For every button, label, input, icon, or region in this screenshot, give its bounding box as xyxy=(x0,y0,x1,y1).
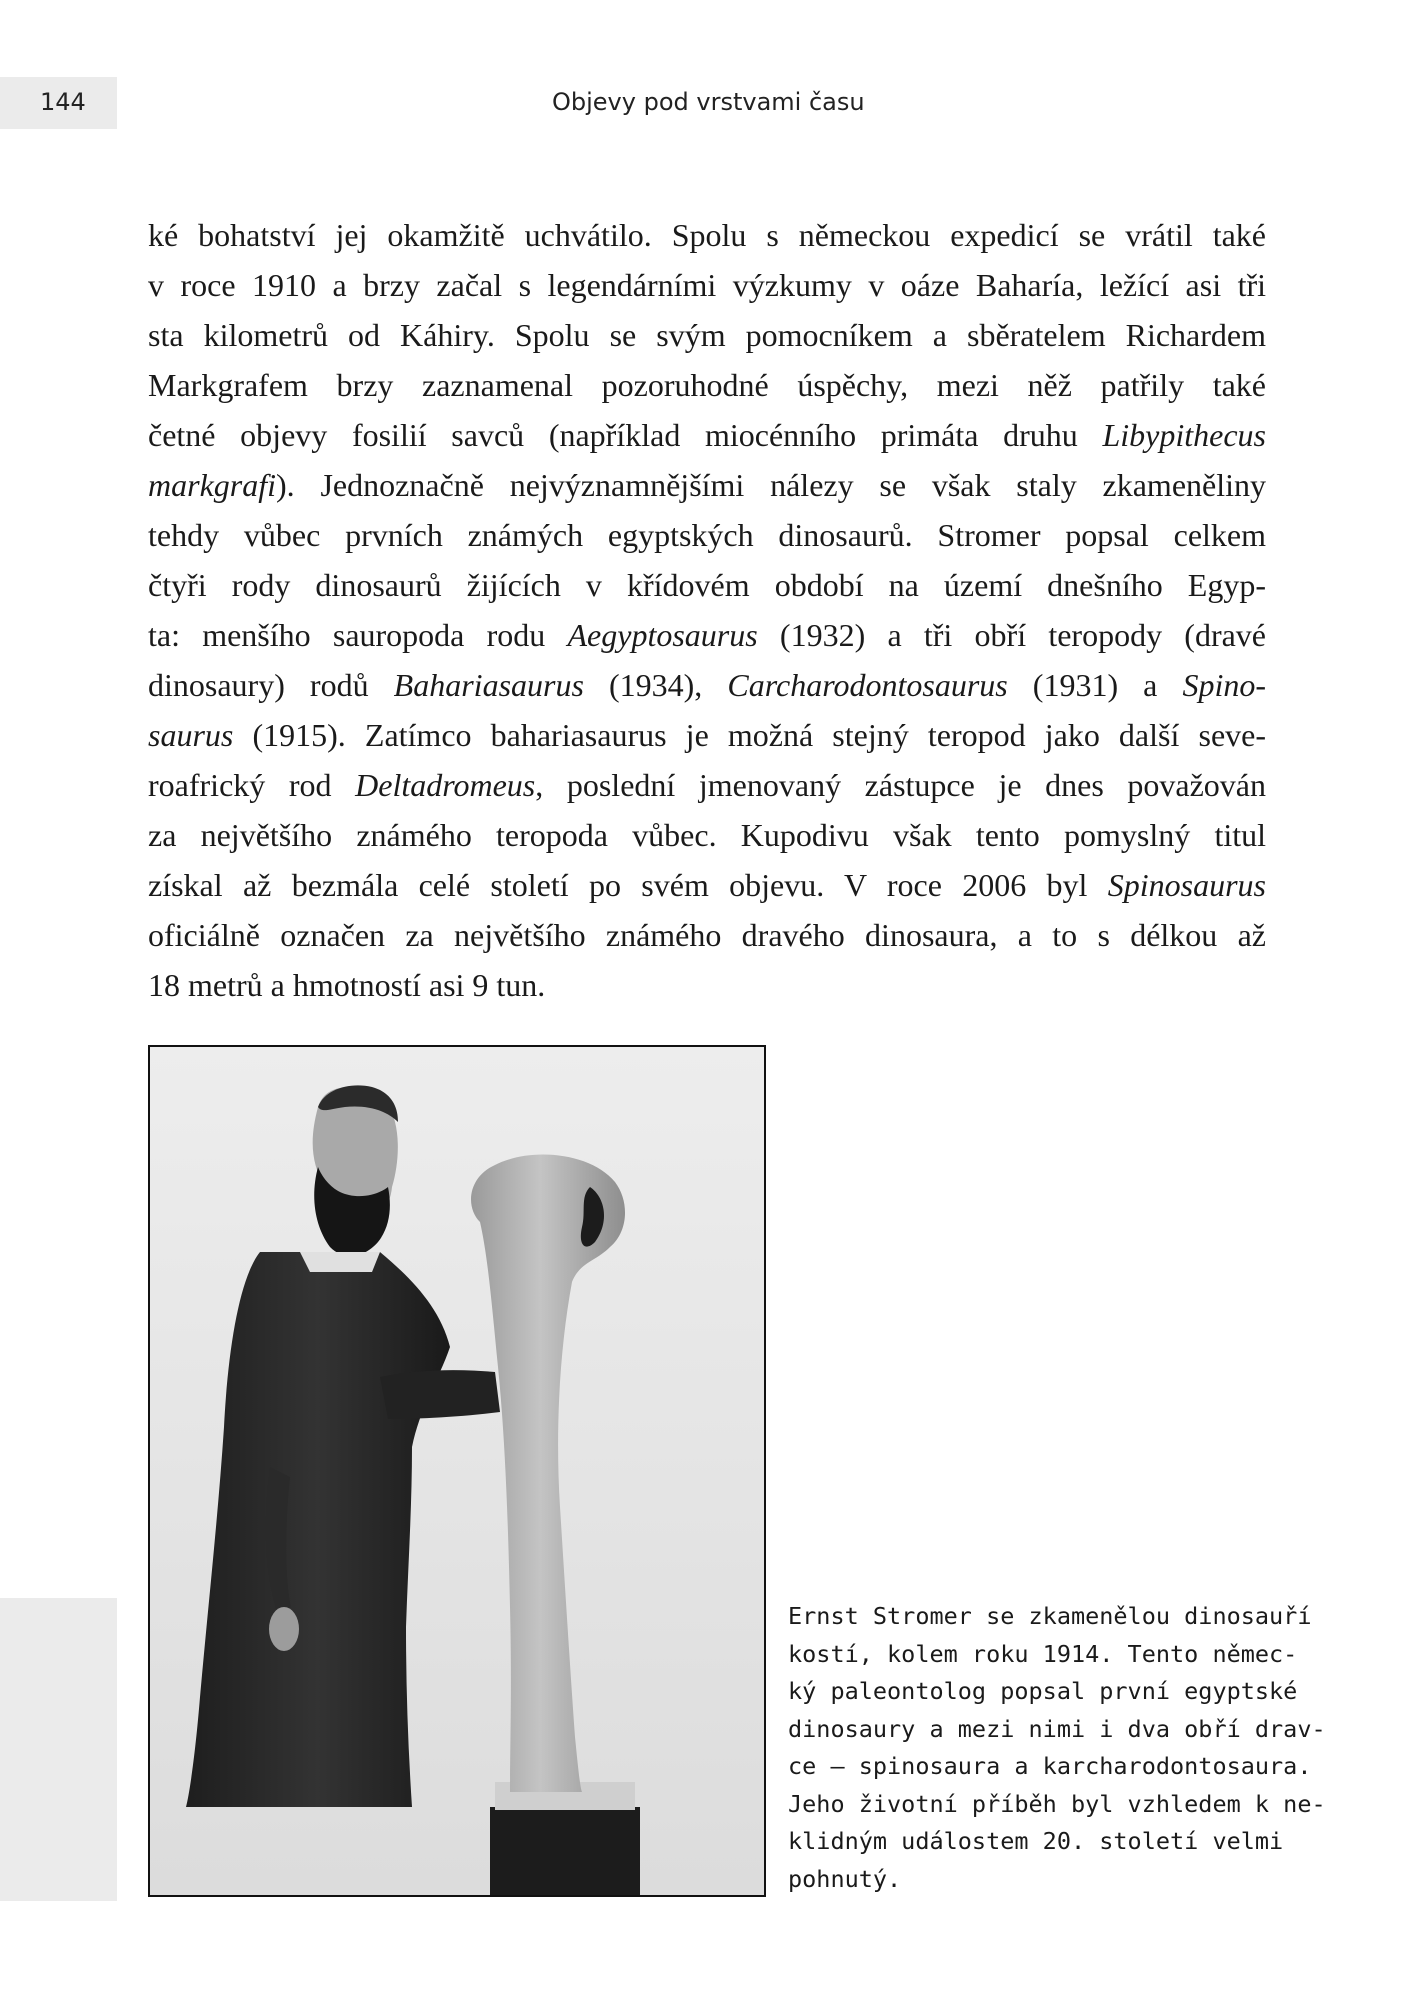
body-line xyxy=(148,210,1266,260)
body-paragraph xyxy=(148,210,1266,1010)
caption-line: ce – spinosaura a karcharodontosaura. xyxy=(788,1752,1312,1780)
body-line xyxy=(148,510,1266,560)
caption-line: klidným událostem 20. století velmi xyxy=(788,1827,1284,1855)
text-run: Markgrafem brzy zaznamenal pozoruhodné úspěchy, mezi něž patřily také xyxy=(148,367,1266,403)
body-line xyxy=(148,960,1266,1010)
text-run: (1932) a tři obří teropody (dravé xyxy=(757,617,1267,653)
text-run: dinosaury) rodů xyxy=(148,667,394,703)
body-line xyxy=(148,360,1266,410)
text-run: (1915). Zatímco bahariasaurus je možná stejný teropod jako další seve- xyxy=(233,717,1266,753)
text-run: , poslední jmenovaný zástupce je dnes považován xyxy=(535,767,1266,803)
text-run: 18 metrů a hmotností asi 9 tun. xyxy=(148,967,546,1003)
body-line xyxy=(148,660,1266,710)
body-line xyxy=(148,910,1266,960)
italic-term: Libypithecus xyxy=(1102,417,1266,453)
text-run: čtyři rody dinosaurů žijících v křídovém období na území dnešního Egyp- xyxy=(148,567,1266,603)
caption-line: dinosaury a mezi nimi i dva obří drav- xyxy=(788,1714,1326,1743)
text-run: v roce 1910 a brzy začal s legendárními výzkumy v oáze Baharía, ležící asi tři xyxy=(148,267,1266,303)
text-run: četné objevy fosilií savců (například miocénního primáta druhu xyxy=(148,417,1103,453)
italic-term: Bahariasaurus xyxy=(393,667,584,703)
photo-illustration xyxy=(150,1047,764,1895)
text-run: získal až bezmála celé století po svém objevu. V roce 2006 byl xyxy=(148,867,1108,903)
body-line xyxy=(148,560,1266,610)
text-run: tehdy vůbec prvních známých egyptských dinosaurů. Stromer popsal celkem xyxy=(148,517,1266,553)
body-line xyxy=(148,610,1266,660)
text-run: ké bohatství jej okamžitě uchvátilo. Spolu s německou expedicí se vrátil také xyxy=(148,217,1266,253)
italic-term: Carcharodontosaurus xyxy=(727,667,1008,703)
caption-line: Ernst Stromer se zkamenělou dinosauří xyxy=(788,1602,1312,1630)
text-run: oficiálně označen za největšího známého dravého dinosaura, a to s délkou až xyxy=(148,917,1266,953)
body-line xyxy=(148,260,1266,310)
italic-term: Aegyptosaurus xyxy=(567,617,758,653)
running-head: Objevy pod vrstvami času xyxy=(552,88,865,116)
body-line xyxy=(148,410,1266,460)
italic-term: Spinosaurus xyxy=(1107,867,1266,903)
caption-line: pohnutý. xyxy=(788,1864,902,1893)
page-number: 144 xyxy=(40,88,86,116)
italic-term: markgrafi xyxy=(148,467,276,503)
text-run: (1931) a xyxy=(1007,667,1183,703)
body-line xyxy=(148,460,1266,510)
text-run: roafrický rod xyxy=(148,767,356,803)
body-line xyxy=(148,760,1266,810)
historical-photo xyxy=(148,1045,766,1897)
caption-line: Jeho životní příběh byl vzhledem k ne- xyxy=(788,1789,1326,1818)
caption-line: kostí, kolem roku 1914. Tento němec- xyxy=(788,1639,1298,1668)
text-run: sta kilometrů od Káhiry. Spolu se svým pomocníkem a sběratelem Richardem xyxy=(148,317,1266,353)
body-line xyxy=(148,810,1266,860)
caption-line: ký paleontolog popsal první egyptské xyxy=(788,1677,1298,1705)
italic-term: Deltadromeus xyxy=(355,767,536,803)
italic-term: Spino- xyxy=(1182,667,1267,703)
body-line xyxy=(148,310,1266,360)
italic-term: saurus xyxy=(148,717,234,753)
text-run: (1934), xyxy=(583,667,728,703)
text-run: za největšího známého teropoda vůbec. Kupodivu však tento pomyslný titul xyxy=(148,817,1266,853)
margin-tab xyxy=(0,1598,117,1901)
text-run: ). Jednoznačně nejvýznamnějšími nálezy se však staly zkameněliny xyxy=(276,467,1266,503)
body-line xyxy=(148,860,1266,910)
text-run: ta: menšího sauropoda rodu xyxy=(148,617,568,653)
body-line xyxy=(148,710,1266,760)
photo-caption xyxy=(788,1598,1326,1898)
pedestal xyxy=(490,1782,640,1895)
